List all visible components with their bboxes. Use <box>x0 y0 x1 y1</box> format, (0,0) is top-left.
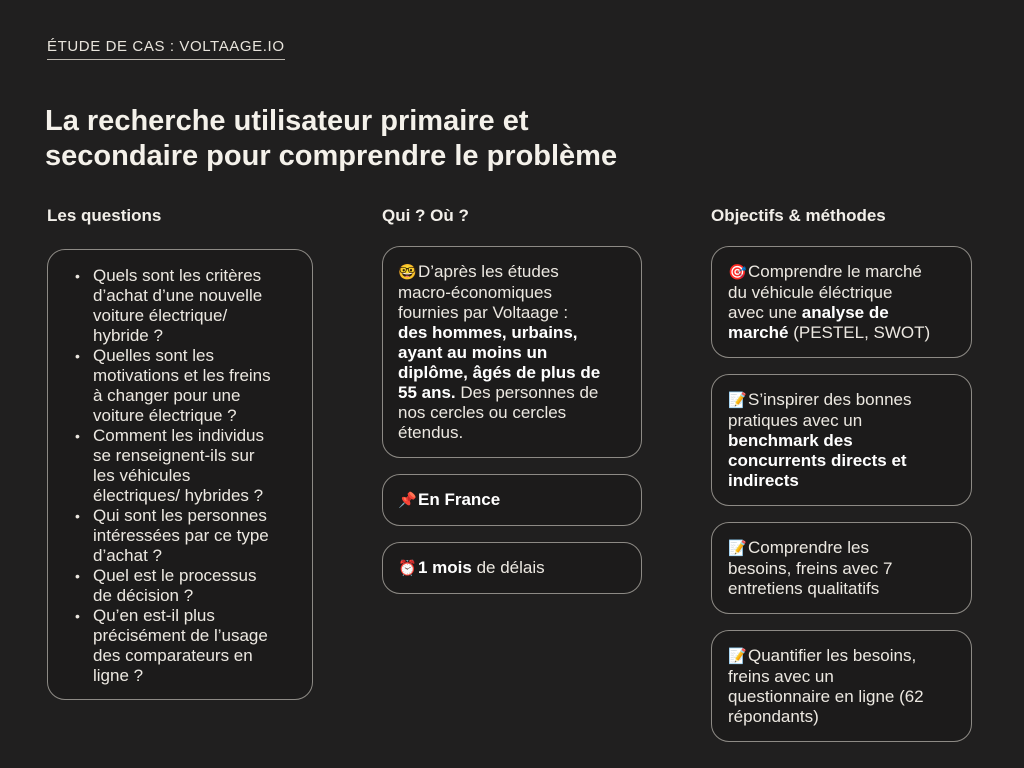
objective-card-survey: 📝Quantifier les besoins, freins avec un questionnaire en ligne (62 répondants) <box>711 630 972 742</box>
question-item: • Qui sont les personnes intéressées par ce type d’achat ? <box>93 506 312 566</box>
question-item: • Quel est le processus de décision ? <box>93 566 312 606</box>
who-where-heading: Qui ? Où ? <box>382 206 469 225</box>
target-audience-card: 🤓D’après les études macro-économiques fournies par Voltaage : des hommes, urbains, ayant au moins un diplôme, âgés de plus de 55 ans. Des personnes de nos cercles ou cercles étendus. <box>382 246 642 458</box>
memo-icon: 📝 <box>728 648 747 665</box>
objective-card-benchmark: 📝S’inspirer des bonnes pratiques avec un benchmark des concurrents directs et indirects <box>711 374 972 506</box>
question-item: • Quels sont les critères d’achat d’une nouvelle voiture électrique/ hybride ? <box>93 266 312 346</box>
objectives-heading: Objectifs & méthodes <box>711 206 886 225</box>
duration-card: ⏰1 mois de délais <box>382 542 642 594</box>
title-line-2: secondaire pour comprendre le problème <box>45 140 618 172</box>
objective-card-market: 🎯Comprendre le marché du véhicule éléctrique avec une analyse de marché (PESTEL, SWOT) <box>711 246 972 358</box>
memo-icon: 📝 <box>728 540 747 557</box>
questions-card <box>47 249 313 700</box>
question-item: • Quelles sont les motivations et les freins à changer pour une voiture électrique ? <box>93 346 312 426</box>
target-icon: 🎯 <box>728 264 747 281</box>
questions-heading: Les questions <box>47 206 162 225</box>
case-study-label: ÉTUDE DE CAS : VOLTAAGE.IO <box>47 38 285 60</box>
title-line-1: La recherche utilisateur primaire et <box>45 105 529 137</box>
nerd-face-icon: 🤓 <box>398 264 417 281</box>
alarm-clock-icon: ⏰ <box>398 560 417 577</box>
page-title <box>45 104 925 174</box>
memo-icon: 📝 <box>728 392 747 409</box>
questions-list <box>48 266 312 686</box>
location-card: 📌En France <box>382 474 642 526</box>
question-item: • Qu’en est-il plus précisément de l’usage des comparateurs en ligne ? <box>93 606 312 686</box>
pushpin-icon: 📌 <box>398 492 417 509</box>
objective-card-interviews: 📝Comprendre les besoins, freins avec 7 entretiens qualitatifs <box>711 522 972 614</box>
question-item: • Comment les individus se renseignent-ils sur les véhicules électriques/ hybrides ? <box>93 426 312 506</box>
